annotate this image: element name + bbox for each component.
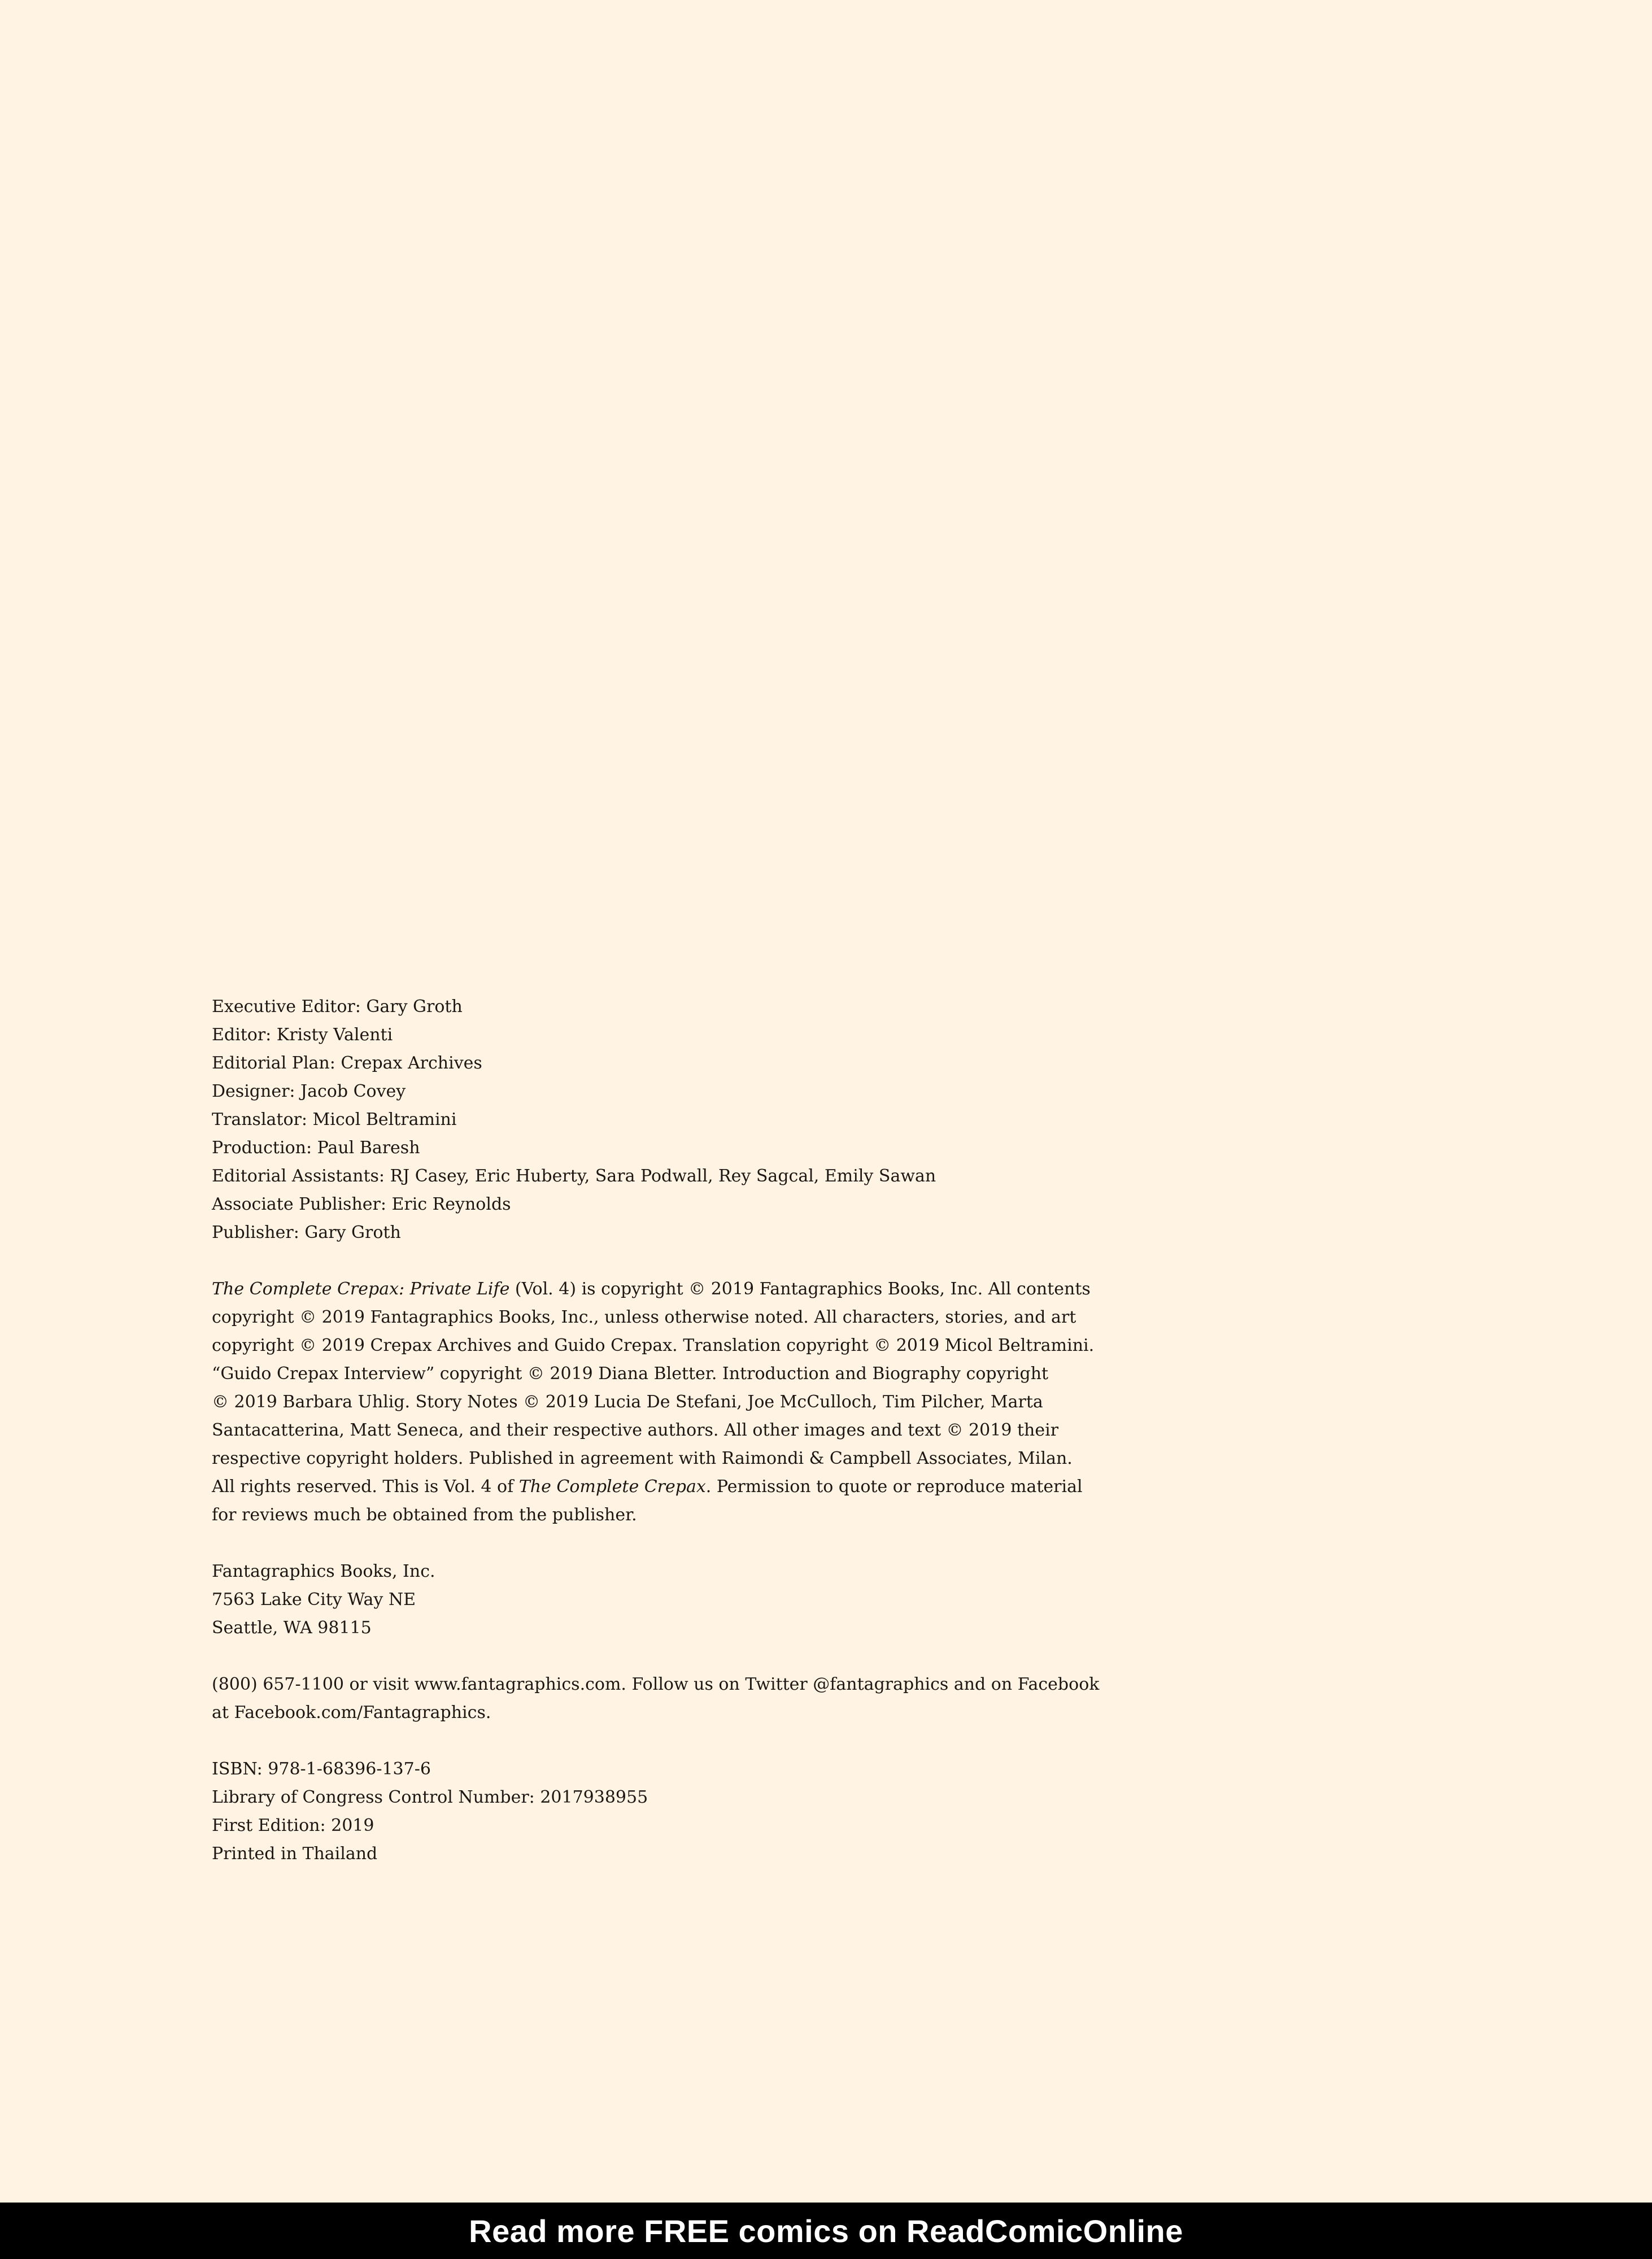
copyright-line: for reviews much be obtained from the publisher. [212, 1505, 637, 1525]
credits-block [212, 993, 1048, 1247]
spacer [212, 1642, 1048, 1671]
credit-line: Associate Publisher: Eric Reynolds [212, 1194, 511, 1214]
promo-banner-text: Read more FREE comics on ReadComicOnline [469, 2213, 1183, 2249]
credit-line: Designer: Jacob Covey [212, 1081, 406, 1101]
contact-block [212, 1671, 1100, 1727]
credit-line: Translator: Micol Beltramini [212, 1110, 457, 1130]
promo-banner[interactable] [0, 2203, 1652, 2259]
address-line: Seattle, WA 98115 [212, 1618, 372, 1638]
address-line: 7563 Lake City Way NE [212, 1590, 416, 1610]
edition-line: First Edition: 2019 [212, 1816, 374, 1835]
credit-line: Editorial Plan: Crepax Archives [212, 1053, 482, 1073]
copyright-block [212, 1275, 1095, 1529]
credit-line: Publisher: Gary Groth [212, 1223, 401, 1242]
printed-line: Printed in Thailand [212, 1844, 378, 1864]
copyright-line [212, 1473, 1083, 1501]
contact-line: at Facebook.com/Fantagraphics. [212, 1703, 491, 1722]
address-block [212, 1558, 1048, 1642]
isbn-line: ISBN: 978-1-68396-137-6 [212, 1759, 431, 1779]
publication-block [212, 1755, 1048, 1868]
copyright-line: Santacatterina, Matt Seneca, and their respective authors. All other images and text © 2019 their [212, 1420, 1059, 1440]
copyright-line: “Guido Crepax Interview” copyright © 2019 Diana Bletter. Introduction and Biography copyright [212, 1364, 1049, 1384]
credit-line: Production: Paul Baresh [212, 1138, 420, 1158]
book-title: The Complete Crepax: Private Life [212, 1279, 510, 1299]
lccn-line: Library of Congress Control Number: 2017938955 [212, 1787, 648, 1807]
copyright-line: copyright © 2019 Crepax Archives and Guido Crepax. Translation copyright © 2019 Micol Beltramini. [212, 1336, 1095, 1355]
spacer [212, 1529, 1048, 1558]
address-line: Fantagraphics Books, Inc. [212, 1562, 435, 1581]
copyright-line: copyright © 2019 Fantagraphics Books, Inc., unless otherwise noted. All characters, stories, and art [212, 1307, 1076, 1327]
contact-line: (800) 657-1100 or visit www.fantagraphics.com. Follow us on Twitter @fantagraphics and on Facebook [212, 1674, 1100, 1694]
spacer [212, 1247, 1048, 1275]
credit-line: Editorial Assistants: RJ Casey, Eric Huberty, Sara Podwall, Rey Sagcal, Emily Sawan [212, 1166, 936, 1186]
copyright-line [212, 1275, 1091, 1303]
copyright-text: . Permission to quote or reproduce material [705, 1477, 1083, 1497]
copyright-line: © 2019 Barbara Uhlig. Story Notes © 2019 Lucia De Stefani, Joe McCulloch, Tim Pilcher, Marta [212, 1392, 1043, 1412]
series-title: The Complete Crepax [518, 1477, 706, 1497]
copyright-line: respective copyright holders. Published in agreement with Raimondi & Campbell Associates, Milan. [212, 1449, 1073, 1468]
spacer [212, 1727, 1048, 1755]
copyright-text: (Vol. 4) is copyright © 2019 Fantagraphics Books, Inc. All contents [509, 1279, 1091, 1299]
credit-line: Executive Editor: Gary Groth [212, 997, 463, 1017]
colophon [212, 993, 1100, 1868]
credit-line: Editor: Kristy Valenti [212, 1025, 393, 1045]
copyright-text: All rights reserved. This is Vol. 4 of [212, 1477, 519, 1497]
